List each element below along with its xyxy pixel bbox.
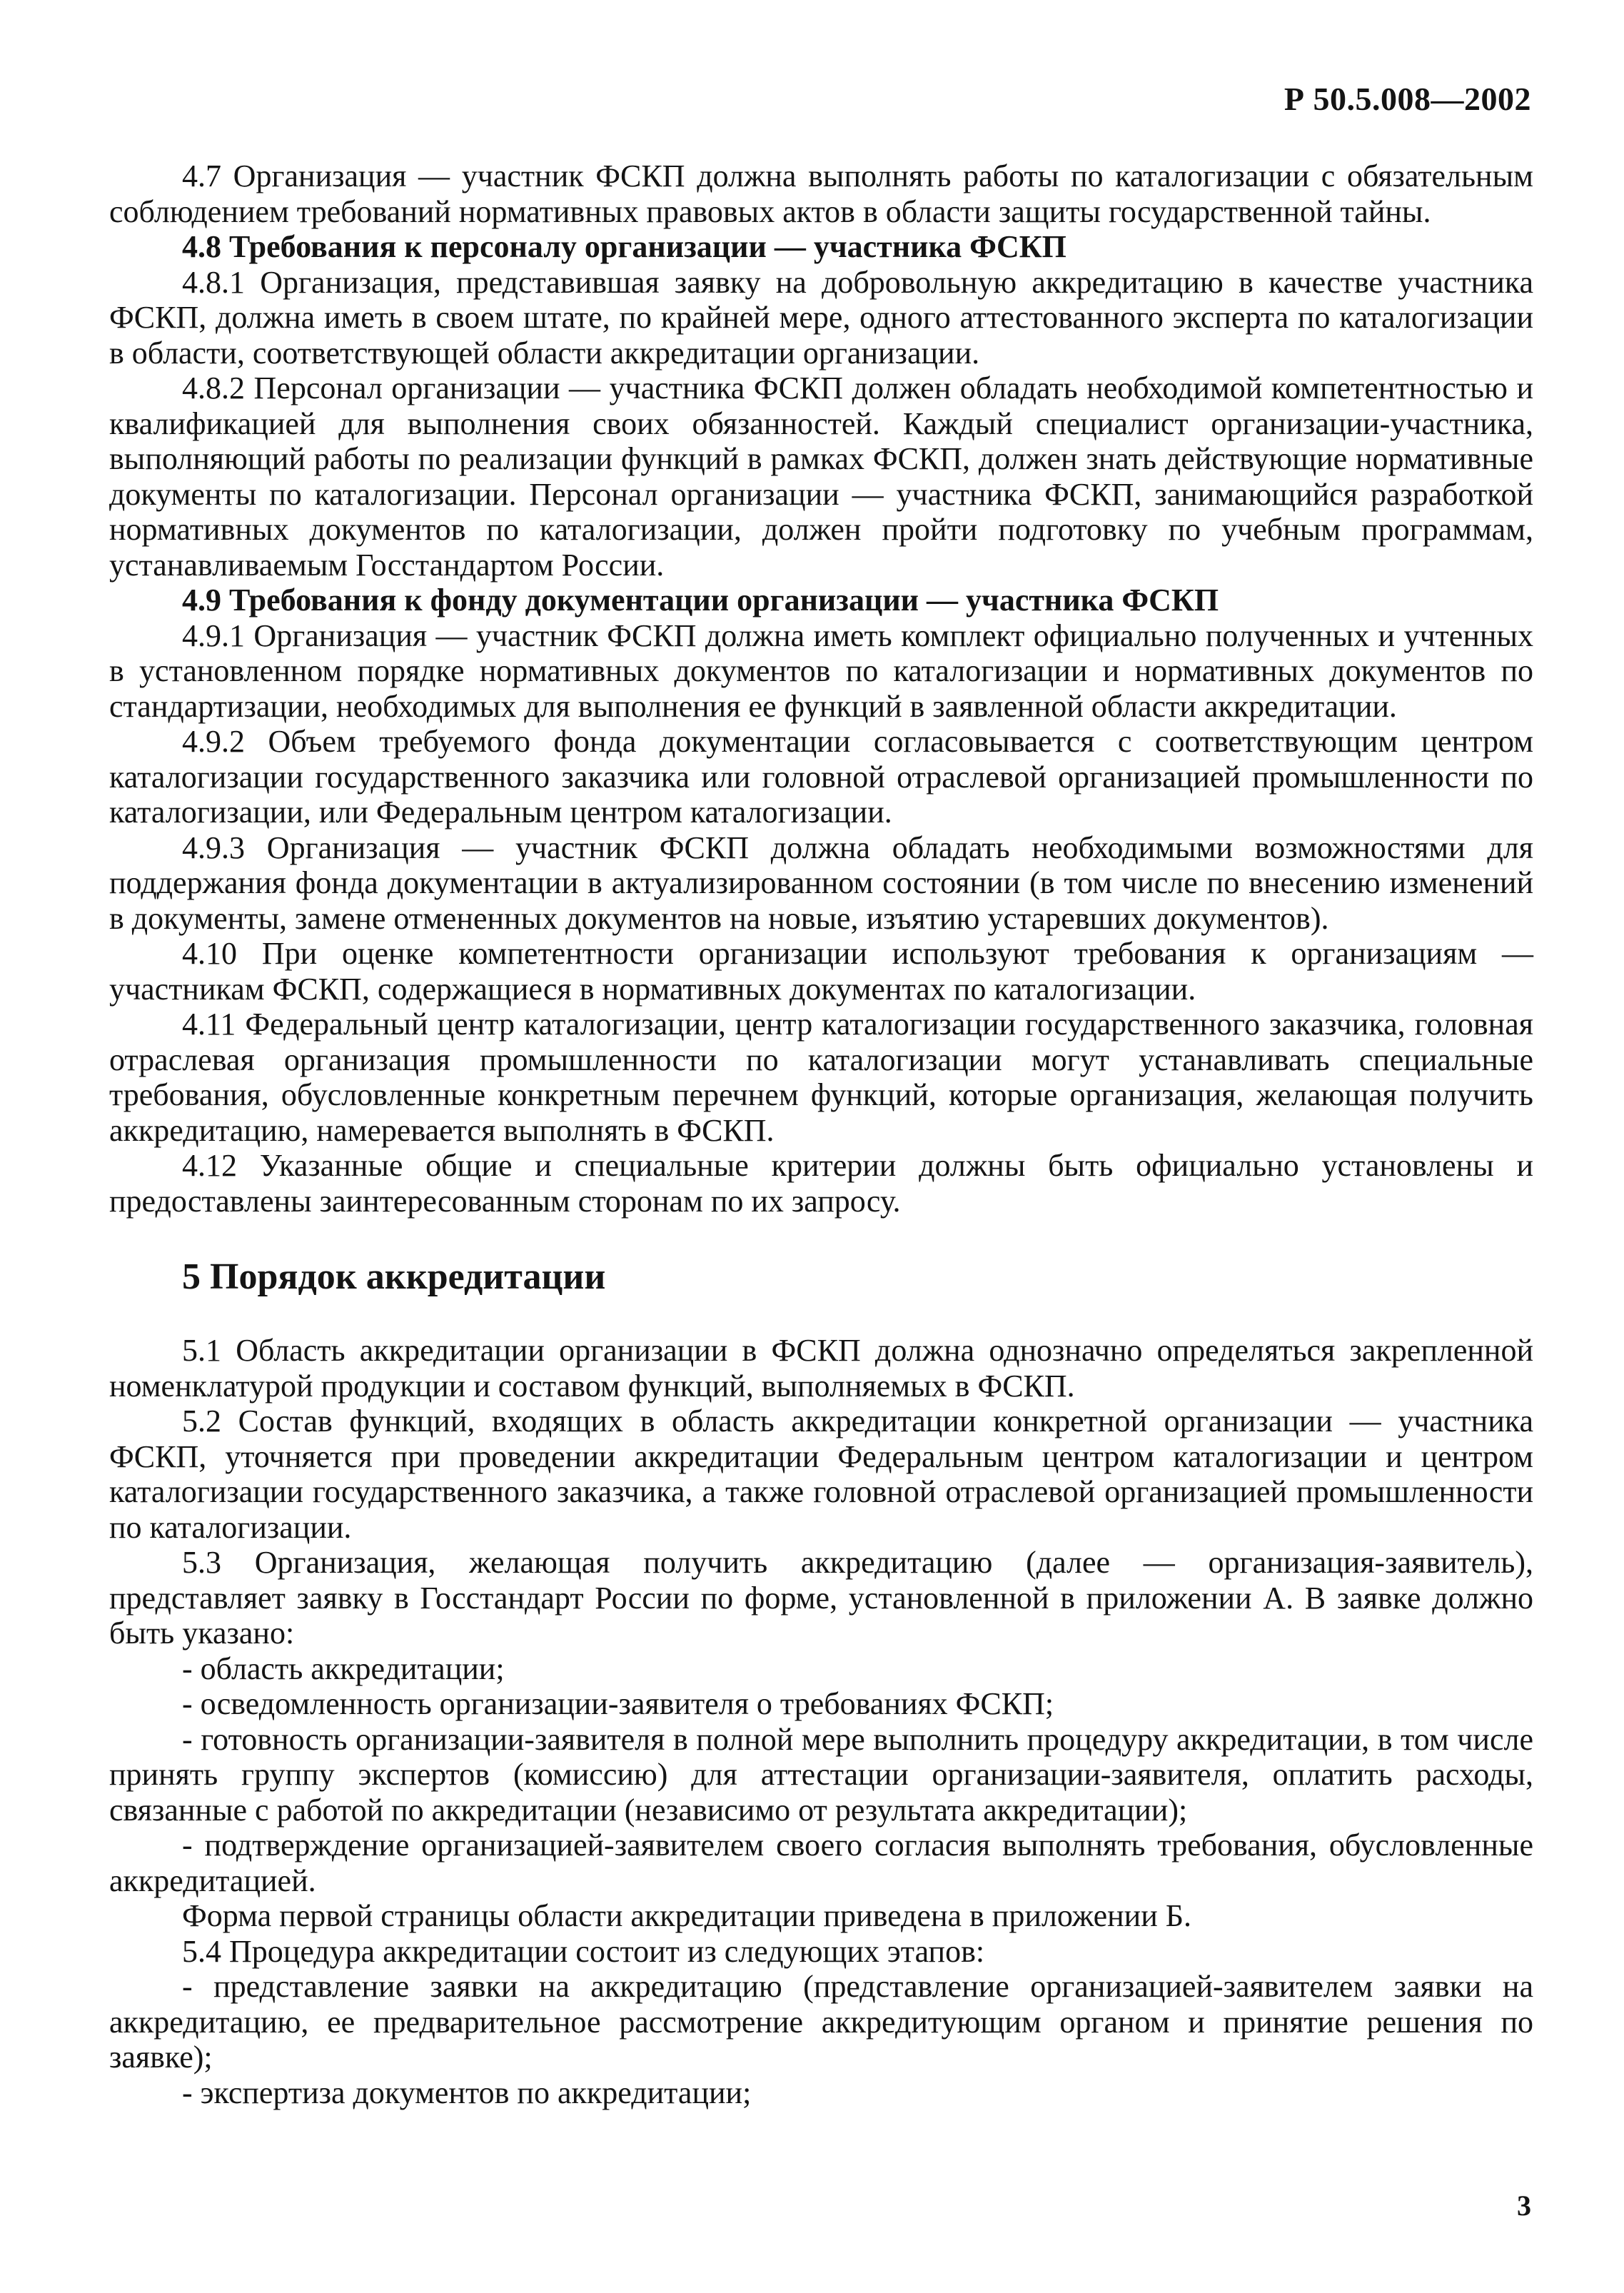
paragraph-4-8-2: 4.8.2 Персонал организации — участника ФСКП должен обладать необходимой компетентностью и квалификацией для выполнения своих обязанностей. Каждый специалист организации-участника, выполняющий работы по реализации функций в рамках ФСКП, должен знать действующие нормативные документы по каталогизации. Персонал организации — участника ФСКП, занимающийся разработкой нормативных документов по каталогизации, должен пройти подготовку по учебным программам, устанавливаемым Госстандартом России. (109, 371, 1533, 583)
paragraph-5-2: 5.2 Состав функций, входящих в область аккредитации конкретной организации — участника ФСКП, уточняется при проведении аккредитации Федеральным центром каталогизации и центром каталогизации государственного заказчика, а также головной отраслевой организацией промышленности по каталогизации. (109, 1403, 1533, 1545)
paragraph-5-4: 5.4 Процедура аккредитации состоит из следующих этапов: (182, 1933, 985, 1969)
paragraph-form-note: Форма первой страницы области аккредитации приведена в приложении Б. (182, 1898, 1192, 1933)
paragraph-4-8-1: 4.8.1 Организация, представившая заявку на добровольную аккредитацию в качестве участника ФСКП, должна иметь в своем штате, по крайней мере, одного аттестованного эксперта по каталогизации в области, соответствующей области аккредитации организации. (109, 264, 1533, 371)
list-item: - осведомленность организации-заявителя о требованиях ФСКП; (182, 1686, 1054, 1721)
paragraph-4-9-1: 4.9.1 Организация — участник ФСКП должна иметь комплект официально полученных и учтенных в установленном порядке нормативных документов по каталогизации и нормативных документов по стандартизации, необходимых для выполнения ее функций в заявленной области аккредитации. (109, 618, 1533, 724)
section-title: 5 Порядок аккредитации (182, 1256, 606, 1297)
paragraph-4-11: 4.11 Федеральный центр каталогизации, центр каталогизации государственного заказчика, головная отраслевая организация промышленности по каталогизации могут устанавливать специальные требования, обусловленные конкретным перечнем функций, которые организация, желающая получить аккредитацию, намеревается выполнять в ФСКП. (109, 1007, 1533, 1148)
paragraph-4-7: 4.7 Организация — участник ФСКП должна выполнять работы по каталогизации с обязательным соблюдением требований нормативных правовых актов в области защиты государственной тайны. (109, 158, 1533, 229)
subsection-heading-4-8: 4.8 Требования к персоналу организации — участника ФСКП (182, 229, 1066, 264)
paragraph-5-1: 5.1 Область аккредитации организации в ФСКП должна однозначно определяться закрепленной номенклатурой продукции и составом функций, выполняемых в ФСКП. (109, 1333, 1533, 1403)
page-body (109, 158, 1533, 2110)
list-item: - представление заявки на аккредитацию (представление организацией-заявителем заявки на аккредитацию, ее предварительное рассмотрение аккредитующим органом и принятие решения по заявке); (109, 1969, 1533, 2075)
paragraph-4-10: 4.10 При оценке компетентности организации используют требования к организациям — участникам ФСКП, содержащиеся в нормативных документах по каталогизации. (109, 936, 1533, 1007)
list-item: - подтверждение организацией-заявителем своего согласия выполнять требования, обусловленные аккредитацией. (109, 1828, 1533, 1898)
list-item: - экспертиза документов по аккредитации; (182, 2075, 752, 2110)
list-item: - область аккредитации; (182, 1651, 505, 1686)
page-number: 3 (1517, 2189, 1531, 2222)
list-item: - готовность организации-заявителя в полной мере выполнить процедуру аккредитации, в том числе принять группу экспертов (комиссию) для аттестации организации-заявителя, оплатить расходы, связанные с работой по аккредитации (независимо от результата аккредитации); (109, 1721, 1533, 1828)
subsection-heading-4-9: 4.9 Требования к фонду документации организации — участника ФСКП (182, 583, 1219, 618)
document-code: Р 50.5.008—2002 (1283, 81, 1531, 117)
paragraph-4-12: 4.12 Указанные общие и специальные критерии должны быть официально установлены и предоставлены заинтересованным сторонам по их запросу. (109, 1148, 1533, 1219)
paragraph-4-9-2: 4.9.2 Объем требуемого фонда документации согласовывается с соответствующим центром каталогизации государственного заказчика или головной отраслевой организацией промышленности по каталогизации, или Федеральным центром каталогизации. (109, 724, 1533, 830)
paragraph-4-9-3: 4.9.3 Организация — участник ФСКП должна обладать необходимыми возможностями для поддержания фонда документации в актуализированном состоянии (в том числе по внесению изменений в документы, замене отмененных документов на новые, изъятию устаревших документов). (109, 830, 1533, 936)
paragraph-5-3: 5.3 Организация, желающая получить аккредитацию (далее — организация-заявитель), представляет заявку в Госстандарт России по форме, установленной в приложении А. В заявке должно быть указано: (109, 1545, 1533, 1651)
